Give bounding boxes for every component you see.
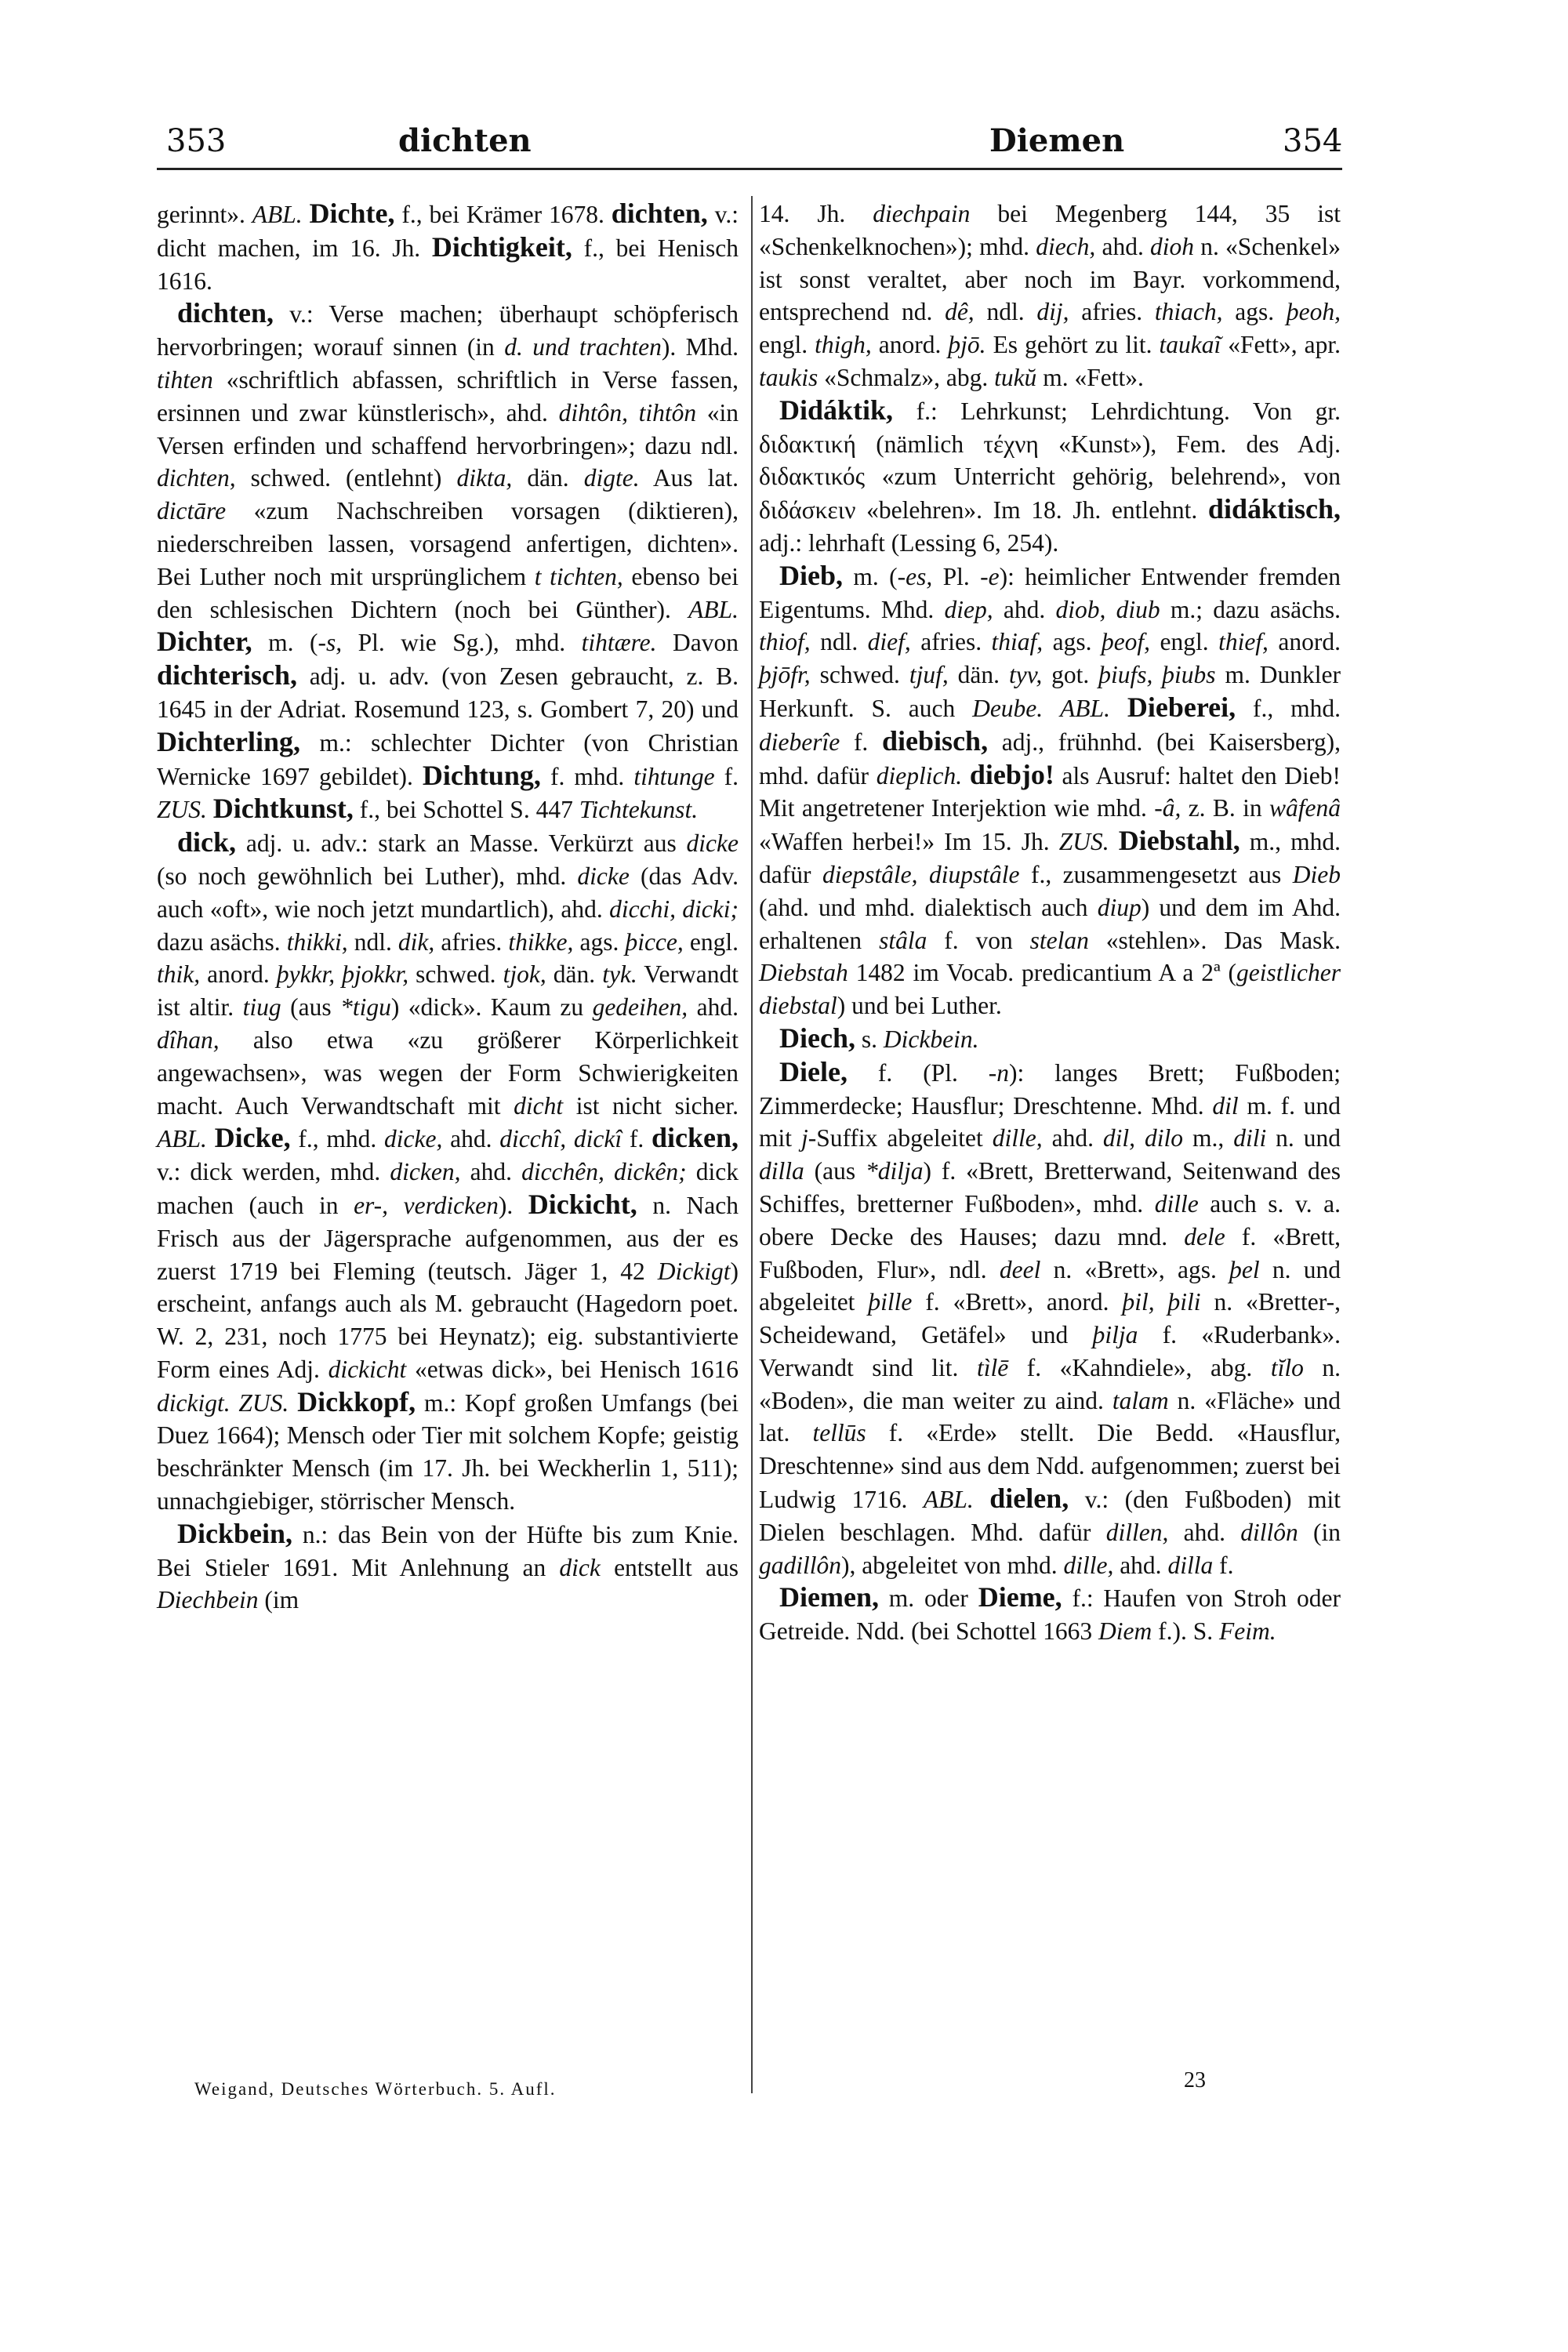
entry-text: ags. (1222, 298, 1287, 326)
dictionary-entry (759, 198, 1341, 394)
italic-form: diup (1097, 893, 1142, 921)
entry-text: m. «Fett». (1036, 363, 1144, 391)
dictionary-entry (759, 1581, 1341, 1648)
italic-form: diepstâle, diupstâle (822, 860, 1020, 888)
entry-text: adj.: lehrhaft (Lessing 6, 254). (759, 528, 1059, 557)
entry-text: ) und bei Luther. (837, 992, 1002, 1020)
entry-text: dick machen (auch in (157, 1158, 739, 1219)
entry-text: f., bei Schottel S. 447 (353, 796, 579, 824)
entry-text: ags. (1043, 628, 1102, 656)
italic-form: dictāre (157, 497, 227, 525)
right-page-number: 354 (1283, 123, 1343, 159)
entry-text: n. und (1266, 1124, 1341, 1152)
italic-form: dicchî, dickî (499, 1125, 622, 1153)
italic-form: dichten, (157, 464, 236, 492)
italic-form: d. und trachten (504, 333, 662, 361)
headword: diebisch, (882, 724, 989, 757)
italic-form: þjō. (948, 331, 986, 359)
headword: didáktisch, (1207, 493, 1341, 525)
headword: Dickicht, (528, 1188, 637, 1220)
italic-form: dickigt. (157, 1388, 230, 1417)
entry-text: n.: das Bein von der Hüfte bis zum Knie. Bei Stieler 1691. Mit Anlehnung an (157, 1520, 739, 1581)
entry-text: f. (714, 762, 739, 790)
headword: dick, (177, 826, 237, 858)
entry-text: ), abgeleitet von mhd. (841, 1551, 1064, 1579)
entry-text (207, 1125, 215, 1152)
entry-text: v.: dicht machen, im 16. Jh. (157, 201, 739, 262)
entry-text: schwed. (entlehnt) (235, 464, 457, 492)
entry-text: z. B. in (1181, 794, 1269, 822)
entry-text: ahd. (460, 1158, 522, 1186)
italic-form: dicchi, dicki; (609, 895, 739, 923)
headword: Diech, (779, 1022, 855, 1054)
entry-text (303, 201, 310, 228)
italic-form: ZUS. (1058, 828, 1109, 856)
italic-form: taukaĩ (1159, 331, 1221, 359)
entry-text: schwed. (810, 661, 909, 689)
entry-text: n. und abgeleitet (759, 1255, 1341, 1316)
italic-form: j (800, 1124, 808, 1152)
left-running-head: dichten (398, 122, 532, 159)
entry-text: f. mhd. (540, 762, 634, 790)
italic-form: -â, (1154, 794, 1181, 822)
headword: Diemen, (779, 1581, 879, 1613)
entry-text: ahd. (1095, 232, 1151, 260)
entry-text: ahd. (1113, 1551, 1168, 1579)
italic-form: þille (868, 1288, 913, 1316)
italic-form: dilla (759, 1157, 804, 1185)
italic-form: dili (1233, 1124, 1267, 1152)
italic-form: dickicht (328, 1355, 407, 1383)
entry-text: ndl. (347, 927, 398, 956)
italic-form: Diechbein (157, 1586, 259, 1614)
italic-form: thiof, (759, 628, 811, 656)
italic-form: Feim. (1219, 1617, 1276, 1646)
entry-text: f. «Kahndiele», abg. (1008, 1353, 1271, 1381)
italic-form: ZUS. (157, 796, 207, 824)
italic-form: thikki, (286, 927, 348, 956)
italic-form: dij, (1036, 298, 1069, 326)
entry-text: «Fett», apr. (1221, 331, 1341, 359)
entry-text (230, 1389, 239, 1417)
entry-text: f. (Pl. (847, 1058, 989, 1087)
right-column (759, 198, 1341, 1648)
entry-text: m. f. und mit (759, 1091, 1341, 1152)
entry-text: (aus (804, 1157, 866, 1185)
dictionary-entry (157, 297, 739, 826)
italic-form: tellūs (812, 1419, 866, 1447)
entry-text: engl. (1150, 628, 1219, 656)
entry-text: f., bei Krämer 1678. (394, 201, 612, 228)
italic-form: þil, þili (1122, 1288, 1201, 1316)
italic-form: dil, dilo (1102, 1124, 1184, 1152)
italic-form: Dickbein. (883, 1025, 979, 1053)
entry-text: «Waffen herbei!» Im 15. Jh. (759, 828, 1059, 856)
italic-form: þicce, (625, 927, 684, 956)
entry-text: s. (855, 1025, 884, 1053)
italic-form: tyv, (1008, 661, 1043, 689)
italic-form: dil (1212, 1091, 1239, 1120)
headword: dichten, (611, 198, 708, 229)
entry-text: anord. (200, 960, 277, 989)
italic-form: digte. (583, 464, 640, 492)
entry-text: 1482 im Vocab. predicantium A a 2ª ( (848, 959, 1237, 987)
italic-form: ABL. (923, 1486, 974, 1514)
entry-text: (so noch gewöhnlich bei Luther), mhd. (157, 862, 578, 890)
italic-form: thief, (1218, 628, 1269, 656)
entry-text (1043, 695, 1060, 722)
entry-text: dän. (546, 960, 603, 989)
entry-text: «in Versen erfinden und schaffend hervorbringen»; dazu ndl. (157, 398, 739, 459)
italic-form: tìlē (976, 1353, 1009, 1381)
entry-text: f.). S. (1152, 1617, 1220, 1646)
italic-form: -n (988, 1058, 1010, 1087)
italic-form: tyk. (602, 960, 637, 989)
italic-form: þel (1229, 1255, 1260, 1283)
italic-form: dillôn (1240, 1518, 1298, 1546)
italic-form: gadillôn (759, 1551, 842, 1579)
dictionary-entry (157, 1518, 739, 1617)
entry-text: f. «Brett», anord. (912, 1288, 1123, 1316)
entry-text: (in (1298, 1518, 1341, 1546)
italic-form: thigh, (815, 331, 872, 359)
entry-text: v.: (den Fußboden) mit Dielen beschlagen. Mhd. dafür (759, 1486, 1341, 1546)
entry-text: ahd. (442, 1125, 500, 1153)
italic-form: thiach, (1154, 298, 1223, 326)
italic-form: þilja (1092, 1321, 1138, 1349)
entry-text: m., mhd. dafür (759, 828, 1341, 888)
entry-text: f. «Erde» stellt. Die Bedd. «Hausflur, Dreschtenne» sind aus dem Ndd. aufgenommen; zuerst bei Ludwig 1716. (759, 1419, 1341, 1514)
entry-text: m.: schlechter Dichter (von Christian Wernicke 1697 gebildet). (157, 728, 739, 790)
entry-text: ). (498, 1191, 528, 1219)
italic-form: dicht (514, 1091, 564, 1120)
entry-text: m., (1183, 1124, 1234, 1152)
entry-text: ist nicht sicher. (563, 1091, 739, 1120)
italic-form: Tichtekunst. (579, 796, 699, 824)
entry-text: «schriftlich abfassen, schriftlich in Verse fassen, ersinnen und zwar künstlerisch», ahd. (157, 365, 739, 426)
italic-form: *tigu (340, 993, 391, 1022)
italic-form: -es, (897, 562, 933, 590)
headword: Diebstahl, (1118, 825, 1240, 857)
left-column (157, 198, 739, 1617)
headword: Dicke, (214, 1122, 291, 1154)
signature-number: 23 (1184, 2068, 1206, 2092)
italic-form: dik, (397, 927, 435, 956)
entry-text: anord. (871, 331, 949, 359)
headword: Dichtkunst, (212, 793, 354, 825)
entry-text: Pl. (932, 562, 981, 590)
entry-text: -Suffix abgeleitet (808, 1124, 993, 1152)
headword: dichterisch, (157, 659, 297, 691)
entry-text: (ahd. und mhd. dialektisch auch (759, 893, 1098, 921)
headword: dichten, (177, 297, 274, 329)
entry-text: ) erscheint, anfangs auch als M. gebraucht (Hagedorn poet. W. 2, 231, noch 1775 bei Heynatz); eig. substantivierte Form eines Adj. (157, 1257, 739, 1383)
entry-text: engl. (759, 331, 815, 359)
entry-text: entstellt aus (600, 1553, 739, 1581)
entry-text: n. «Boden», die man weiter zu aind. (759, 1353, 1341, 1414)
headword: Diele, (779, 1055, 848, 1087)
italic-form: dicchên, dickên; (521, 1158, 687, 1186)
entry-text: bei Megenberg 144, 35 ist «Schenkelknochen»); mhd. (759, 200, 1341, 260)
italic-form: ABL. (252, 201, 303, 228)
entry-text: f. von (927, 926, 1030, 954)
entry-text: ): langes Brett; Fußboden; Zimmerdecke; Hausflur; Dreschtenne. Mhd. (759, 1058, 1341, 1120)
headword: dielen, (989, 1483, 1069, 1515)
italic-form: thikke, (508, 927, 574, 956)
entry-text: f.: Lehrkunst; Lehrdichtung. Von gr. διδακτική (nämlich τέχνη «Kunst»), Fem. des Adj. διδακτικός «zum Unterricht gehörig, belehrend», von διδάσκειν «belehren». Im 18. Jh. entlehnt. (759, 397, 1341, 524)
italic-form: dicke (577, 862, 630, 890)
entry-text: adj. u. adv. (von Zesen gebraucht, z. B. 1645 in der Adriat. Rosemund 123, s. Gombert 7, 20) und (157, 662, 739, 723)
entry-text: Verwandt ist altir. (157, 960, 739, 1022)
footer-source: Weigand, Deutsches Wörterbuch. 5. Aufl. (194, 2079, 557, 2099)
italic-form: ABL. (688, 595, 739, 623)
italic-form: Dieb (1292, 860, 1341, 888)
italic-form: taukis (759, 363, 818, 391)
entry-text: (im (258, 1586, 299, 1614)
entry-text: m.; dazu asächs. (1160, 595, 1341, 623)
headword: dicken, (651, 1122, 739, 1154)
entry-text: dän. (948, 661, 1009, 689)
italic-form: tjuf, (909, 661, 949, 689)
italic-form: ABL. (157, 1125, 207, 1153)
entry-text: ) und dem im Ahd. erhaltenen (759, 893, 1341, 954)
italic-form: tjok, (503, 960, 546, 989)
entry-text: f., mhd. (1236, 694, 1341, 722)
entry-text: v.: dick werden, mhd. (157, 1158, 390, 1186)
headword: Dichtung, (422, 759, 541, 791)
entry-text: ndl. (810, 628, 868, 656)
italic-form: dihtôn, tihtôn (558, 398, 697, 426)
entry-text (207, 796, 213, 823)
entry-text: (das Adv. auch «oft», wie noch jetzt mundartlich), ahd. (157, 862, 739, 923)
italic-form: *dilja (866, 1157, 924, 1185)
entry-text: adj., frühnhd. (bei Kaisersberg), mhd. dafür (759, 728, 1341, 789)
entry-text: «Schmalz», abg. (818, 363, 995, 391)
italic-form: dille, (1063, 1551, 1114, 1579)
entry-text: ahd. (688, 993, 739, 1022)
entry-text: m. Dunkler Herkunft. S. auch (759, 661, 1341, 722)
entry-text: adj. u. adv.: stark an Masse. Verkürzt aus (236, 829, 687, 858)
entry-text: m. ( (843, 562, 898, 590)
italic-form: -s, (318, 629, 343, 657)
entry-text: Pl. wie Sg.), mhd. (342, 629, 582, 657)
entry-text: n. «Schenkel» ist sonst veraltet, aber noch im Bayr. vorkommend, entsprechend nd. (759, 232, 1341, 326)
entry-text: Aus lat. (639, 464, 739, 492)
italic-form: dikta, (456, 464, 513, 492)
italic-form: talam (1112, 1386, 1169, 1414)
entry-text: afries. (910, 628, 992, 656)
italic-form: dieplich. (876, 761, 963, 789)
italic-form: tukŭ (994, 363, 1037, 391)
dictionary-entry (759, 394, 1341, 560)
headword: Dieberei, (1127, 691, 1236, 723)
italic-form: tĭlo (1270, 1353, 1304, 1381)
entry-text: Davon (656, 629, 739, 657)
italic-form: thik, (157, 960, 201, 989)
headword: Dichtigkeit, (431, 230, 572, 263)
headword: Dickbein, (177, 1517, 293, 1549)
entry-text: f.: Haufen von Stroh oder Getreide. Ndd. (bei Schottel 1663 (759, 1584, 1341, 1646)
italic-form: Diem (1098, 1617, 1152, 1646)
italic-form: tiug (242, 993, 281, 1022)
italic-form: dief, (867, 628, 911, 656)
entry-text: engl. (683, 927, 739, 956)
entry-text: v.: Verse machen; überhaupt schöpferisch hervorbringen; worauf sinnen (in (157, 300, 739, 361)
entry-text: dazu asächs. (157, 927, 287, 956)
entry-text: 14. Jh. (759, 200, 873, 227)
entry-text: ahd. (1042, 1124, 1103, 1152)
right-running-head: Diemen (989, 122, 1125, 159)
headword: diebjo! (969, 758, 1054, 790)
italic-form: stâla (879, 926, 927, 954)
dictionary-entry (759, 1022, 1341, 1056)
entry-text: ndl. (974, 298, 1037, 326)
italic-form: þeoh, (1286, 298, 1341, 326)
headword: Dichter, (157, 626, 252, 658)
entry-text: m.: Kopf großen Umfangs (bei Duez 1664); Mensch oder Tier mit solchem Kopfe; geistig beschränkter Mensch (im 17. Jh. bei Weckherlin 1, 511); unnachgiebiger, störrischer Mensch. (157, 1388, 739, 1515)
entry-text: f. (622, 1125, 652, 1153)
italic-form: ABL. (1060, 694, 1110, 722)
entry-text (974, 1486, 990, 1513)
italic-form: thiaf, (991, 628, 1044, 656)
entry-text: n. «Brett», ags. (1040, 1255, 1230, 1283)
italic-form: Diebstah (759, 959, 848, 987)
header-rule (157, 168, 1342, 170)
entry-text: ) «dick». Kaum zu (390, 993, 593, 1022)
entry-text: ahd. (1168, 1518, 1241, 1546)
entry-text: gerinnt». (157, 201, 252, 228)
italic-form: wâfenâ (1269, 794, 1341, 822)
italic-form: er-, verdicken (354, 1191, 499, 1219)
entry-text: ags. (573, 927, 626, 956)
italic-form: dîhan, (157, 1025, 220, 1054)
headword: Dieme, (978, 1581, 1062, 1613)
entry-text: f. (1213, 1551, 1234, 1579)
entry-text: got. (1042, 661, 1099, 689)
entry-text: n. «Fläche» und lat. (759, 1386, 1341, 1447)
entry-text: «zum Nachschreiben vorsagen (diktieren), niederschreiben lassen, vorsagend anfertigen, dichten». Bei Luther noch mit ursprünglichem (157, 497, 739, 590)
entry-text: f., mhd. (290, 1125, 385, 1153)
headword: Didáktik, (779, 394, 894, 426)
entry-text: dän. (512, 464, 584, 492)
italic-form: t tichten, (534, 562, 623, 590)
entry-text: ebenso bei den schlesischen Dichtern (noch bei Günther). (157, 562, 739, 623)
entry-text (962, 762, 970, 789)
italic-form: deel (999, 1255, 1041, 1283)
entry-text (1109, 828, 1119, 855)
entry-text: als Ausruf: haltet den Dieb! Mit angetretener Interjektion wie mhd. (759, 761, 1341, 822)
entry-text: f., zusammengesetzt aus (1019, 860, 1293, 888)
italic-form: dê, (945, 298, 975, 326)
entry-text: auch s. v. a. obere Decke des Hauses; dazu mnd. (759, 1189, 1341, 1250)
italic-form: dilla (1167, 1551, 1214, 1579)
italic-form: þjōfr, (759, 661, 811, 689)
entry-text: f. «Ruderbank». Verwandt sind lit. (759, 1321, 1341, 1381)
italic-form: stelan (1029, 926, 1089, 954)
italic-form: dieberîe (759, 728, 840, 756)
italic-form: þeof, (1101, 628, 1151, 656)
headword: Dichterling, (157, 725, 300, 757)
entry-text: ): heimlicher Entwender fremden Eigentums. Mhd. (759, 562, 1341, 623)
column-divider (751, 196, 753, 2093)
entry-text: f., bei Henisch 1616. (157, 234, 739, 295)
entry-text: m. ( (252, 629, 318, 657)
dictionary-entry (157, 198, 739, 297)
italic-form: dicken, (390, 1158, 461, 1186)
entry-text: «etwas dick», bei Henisch 1616 (406, 1355, 739, 1383)
italic-form: ZUS. (238, 1388, 289, 1417)
italic-form: dioh (1150, 232, 1195, 260)
entry-text: (aus (281, 993, 341, 1022)
italic-form: þykkr, þjokkr, (276, 960, 409, 989)
entry-text: anord. (1268, 628, 1341, 656)
italic-form: diep, (944, 595, 993, 623)
italic-form: tihtære. (581, 629, 657, 657)
entry-text: ahd. (993, 595, 1056, 623)
entry-text: f. «Brett, Fußboden, Flur», ndl. (759, 1222, 1341, 1283)
italic-form: tihten (157, 365, 213, 394)
entry-text: Es gehört zu lit. (985, 331, 1160, 359)
entry-text (289, 1389, 297, 1417)
italic-form: dille (1154, 1189, 1199, 1218)
entry-text: ) f. «Brett, Bretterwand, Seitenwand des Schiffes, bretterner Fußboden», mhd. (759, 1157, 1341, 1218)
dictionary-entry (157, 826, 739, 1518)
italic-form: geistlicher diebstal (759, 959, 1341, 1020)
entry-text: ). Mhd. (661, 333, 739, 361)
entry-text: n. «Bretter-, Scheidewand, Getäfel» und (759, 1288, 1341, 1349)
headword: Dieb, (779, 559, 843, 591)
italic-form: dicke, (384, 1125, 443, 1153)
left-page-number: 353 (166, 123, 227, 159)
dictionary-entry (759, 1056, 1341, 1582)
italic-form: diech, (1036, 232, 1096, 260)
entry-text: schwed. (408, 960, 503, 989)
entry-text (1110, 695, 1127, 722)
headword: Dickkopf, (297, 1385, 416, 1417)
italic-form: dille, (992, 1124, 1043, 1152)
italic-form: Deube. (972, 694, 1044, 722)
entry-text: also etwa «zu größerer Körperlichkeit angewachsen», was wegen der Form Schwierigkeiten macht. Auch Verwandtschaft mit (157, 1025, 739, 1120)
entry-text: f. (840, 728, 883, 756)
entry-text: m. oder (878, 1584, 978, 1613)
italic-form: dicke (686, 829, 739, 858)
italic-form: dillen, (1105, 1518, 1169, 1546)
dictionary-entry (759, 560, 1341, 1022)
italic-form: diechpain (873, 200, 971, 227)
italic-form: Dickigt (657, 1257, 731, 1285)
italic-form: diob, diub (1055, 595, 1160, 623)
entry-text: n. Nach Frisch aus der Jägersprache aufgenommen, aus der es zuerst 1719 bei Fleming (teutsch. Jäger 1, 42 (157, 1191, 739, 1285)
entry-text: «stehlen». Das Mask. (1088, 926, 1341, 954)
headword: Dichte, (309, 198, 395, 229)
italic-form: þiufs, þiubs (1098, 661, 1216, 689)
entry-text: afries. (1069, 298, 1155, 326)
entry-text: afries. (434, 927, 509, 956)
italic-form: gedeihen, (592, 993, 688, 1022)
italic-form: tihtunge (633, 762, 715, 790)
italic-form: -e (980, 562, 1000, 590)
italic-form: dick (559, 1553, 601, 1581)
italic-form: dele (1184, 1222, 1225, 1250)
